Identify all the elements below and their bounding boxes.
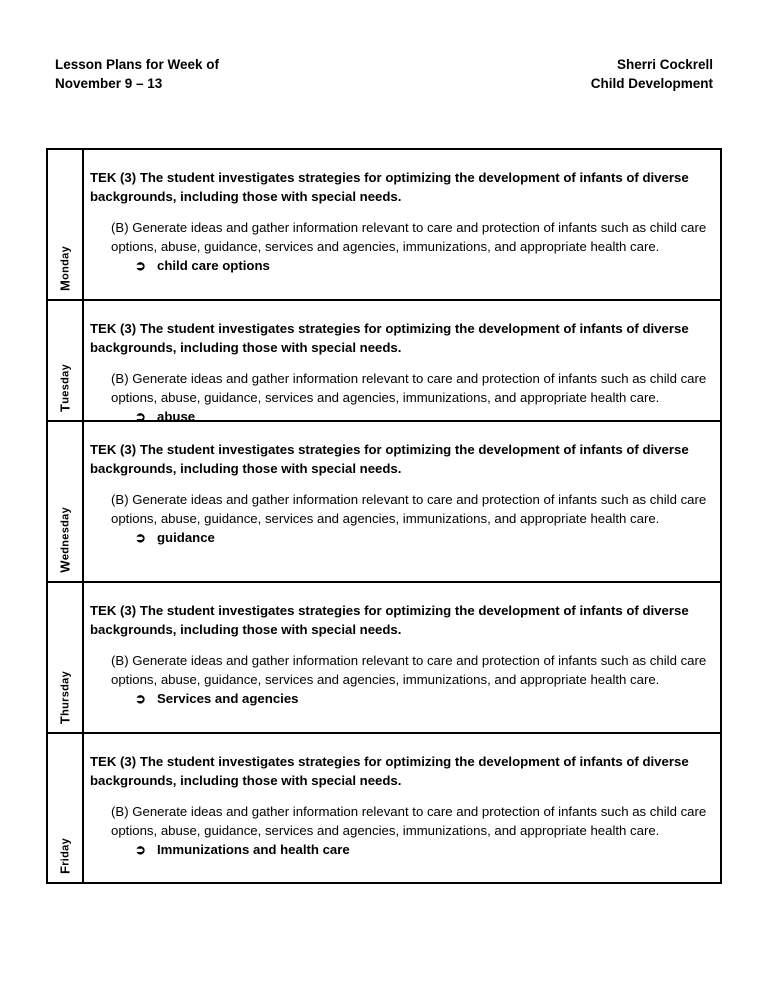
tek-statement: TEK (3) The student investigates strategies for optimizing the development of infants of diverse backgrounds, including those with special needs. — [90, 442, 689, 476]
day-cell — [48, 734, 84, 882]
day-content — [84, 734, 720, 882]
circled-arrow-icon: ➲ — [135, 842, 147, 857]
topic-label: Services and agencies — [157, 691, 299, 706]
day-content — [84, 422, 720, 581]
header-left — [55, 55, 219, 93]
day-cell — [48, 422, 84, 581]
standard-text: (B) Generate ideas and gather information relevant to care and protection of infants such as child care options, abuse, guidance, services and agencies, immunizations, and appropriate health care. — [111, 804, 707, 838]
standard-text: (B) Generate ideas and gather information relevant to care and protection of infants such as child care options, abuse, guidance, services and agencies, immunizations, and appropriate health care. — [111, 492, 707, 526]
tek-statement: TEK (3) The student investigates strategies for optimizing the development of infants of diverse backgrounds, including those with special needs. — [90, 170, 689, 204]
day-cell — [48, 150, 84, 299]
topic-label: guidance — [157, 530, 215, 545]
day-label: Thursday — [57, 670, 73, 724]
day-content — [84, 301, 720, 424]
day-content — [84, 150, 720, 299]
day-cell — [48, 301, 84, 420]
day-cell — [48, 583, 84, 732]
day-label: Monday — [57, 245, 73, 291]
day-row-monday — [48, 150, 720, 301]
header-right — [591, 55, 713, 93]
circled-arrow-icon: ➲ — [135, 691, 147, 706]
tek-statement: TEK (3) The student investigates strategies for optimizing the development of infants of diverse backgrounds, including those with special needs. — [90, 321, 689, 355]
standard-text: (B) Generate ideas and gather information relevant to care and protection of infants such as child care options, abuse, guidance, services and agencies, immunizations, and appropriate health care. — [111, 220, 707, 254]
day-label: Wednesday — [57, 507, 73, 573]
topic-item — [135, 840, 714, 859]
tek-statement: TEK (3) The student investigates strategies for optimizing the development of infants of diverse backgrounds, including those with special needs. — [90, 603, 689, 637]
day-row-wednesday — [48, 422, 720, 583]
topic-item — [135, 689, 714, 708]
teacher-name: Sherri Cockrell — [616, 57, 713, 72]
lesson-plan-table — [46, 148, 722, 884]
topic-item — [135, 256, 714, 275]
day-label: Friday — [57, 837, 73, 874]
standard-text: (B) Generate ideas and gather information relevant to care and protection of infants such as child care options, abuse, guidance, services and agencies, immunizations, and appropriate health care. — [111, 653, 707, 687]
standard-text: (B) Generate ideas and gather information relevant to care and protection of infants such as child care options, abuse, guidance, services and agencies, immunizations, and appropriate health care. — [111, 371, 707, 405]
day-row-friday — [48, 734, 720, 882]
circled-arrow-icon: ➲ — [135, 258, 147, 273]
day-content — [84, 583, 720, 732]
circled-arrow-icon: ➲ — [135, 530, 147, 545]
week-label: Lesson Plans for Week of — [55, 57, 220, 72]
course-name: Child Development — [590, 76, 713, 91]
week-dates: November 9 – 13 — [55, 76, 163, 91]
day-row-thursday — [48, 583, 720, 734]
topic-label: abuse — [157, 409, 196, 424]
topic-label: child care options — [157, 258, 270, 273]
topic-label: Immunizations and health care — [157, 842, 350, 857]
topic-item — [135, 528, 714, 547]
tek-statement: TEK (3) The student investigates strategies for optimizing the development of infants of diverse backgrounds, including those with special needs. — [90, 754, 689, 788]
day-label: Tuesday — [57, 364, 73, 412]
circled-arrow-icon: ➲ — [135, 409, 147, 424]
day-row-tuesday — [48, 301, 720, 422]
